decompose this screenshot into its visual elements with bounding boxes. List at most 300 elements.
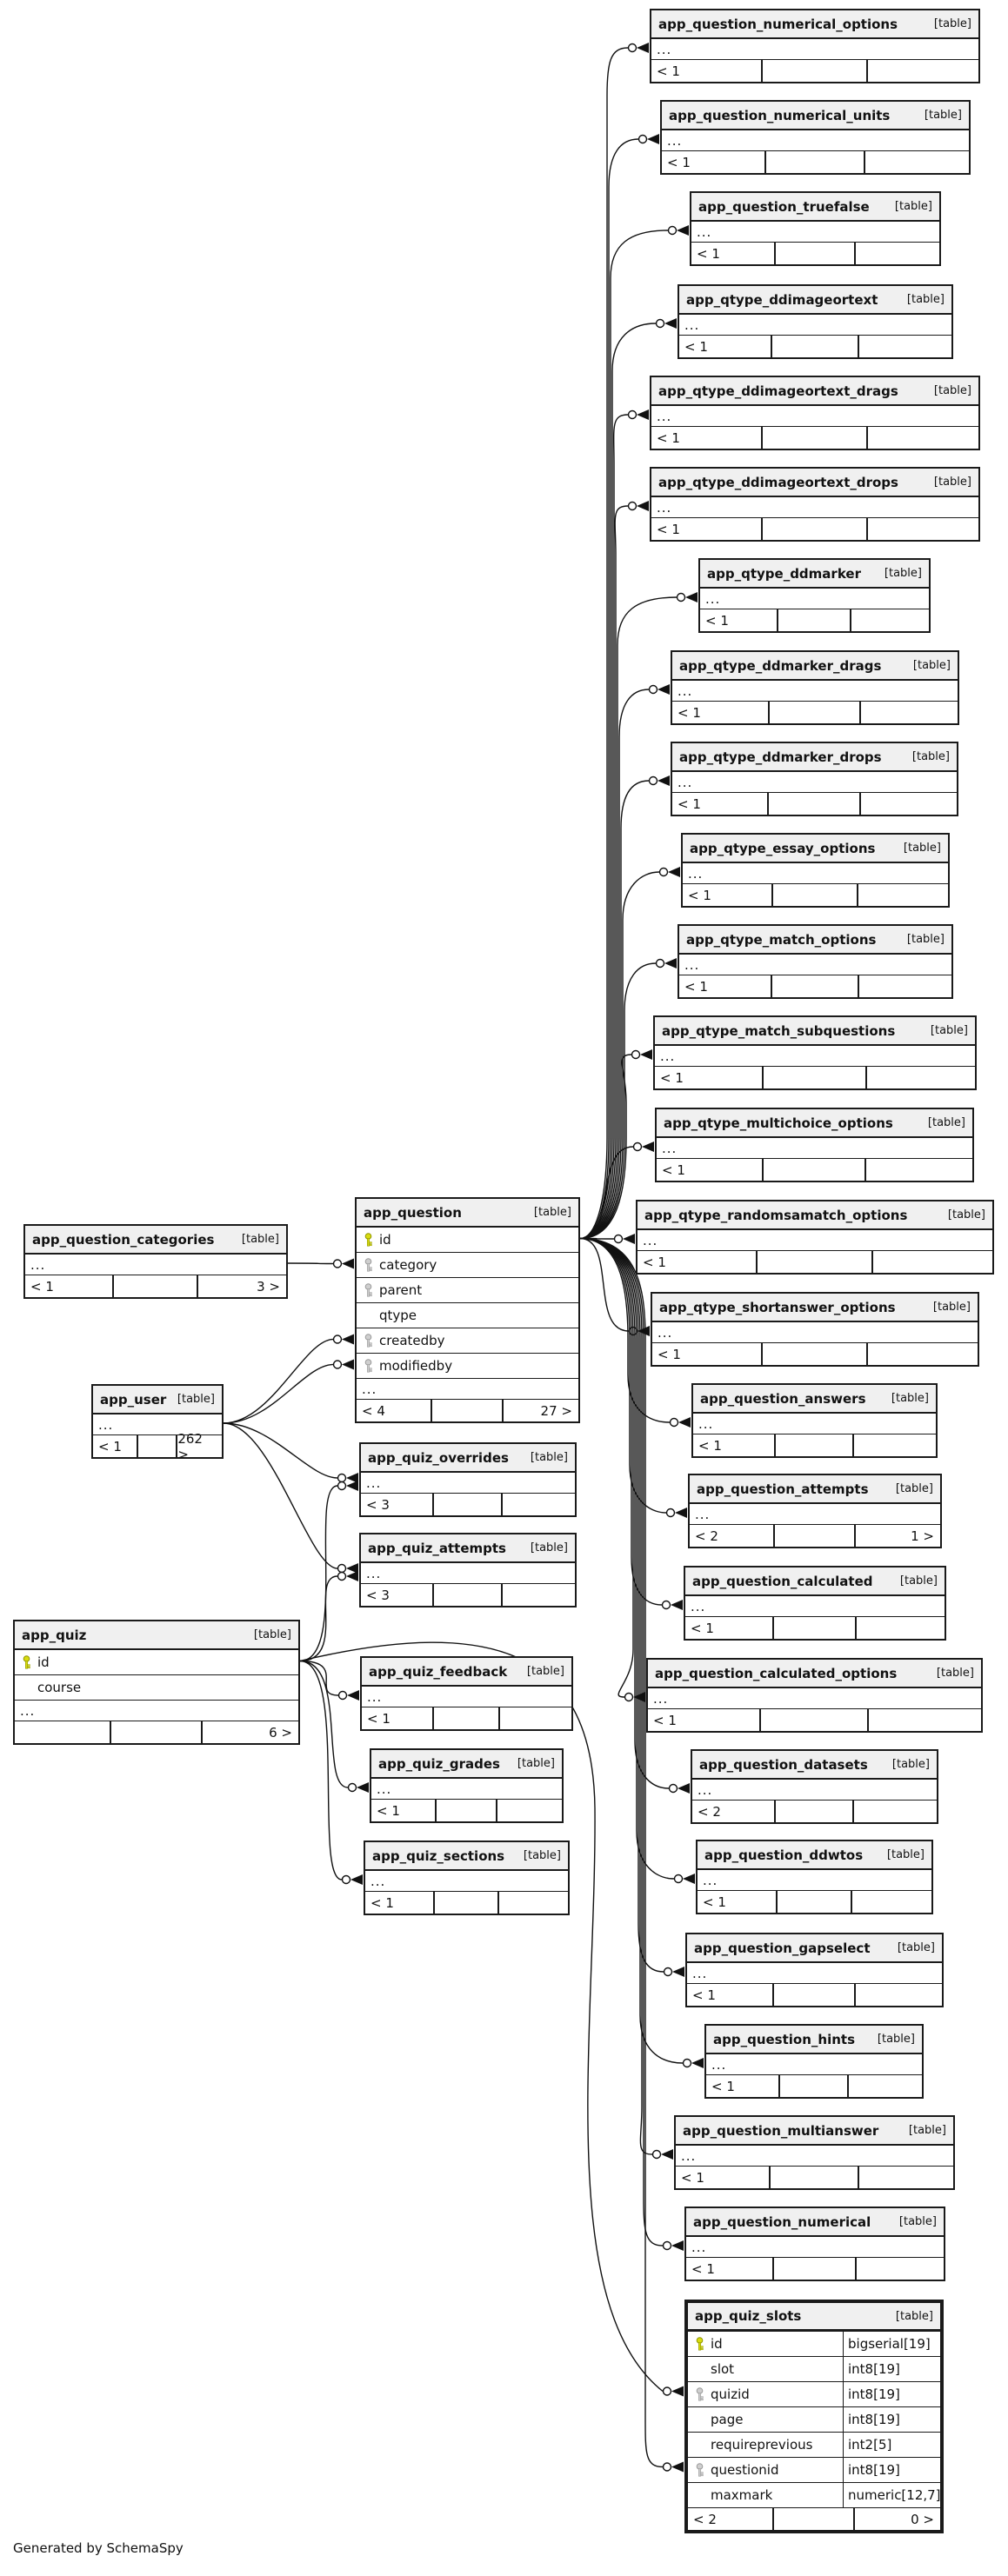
table-header [692, 1751, 937, 1780]
table-box-app_quiz_grades[interactable] [370, 1748, 564, 1823]
stats-outgoing [854, 243, 939, 264]
table-box-app_quiz_feedback[interactable] [360, 1656, 573, 1731]
stats-middle [772, 2258, 855, 2280]
table-name[interactable]: app_qtype_ddmarker_drops [679, 749, 882, 765]
table-tag: [table] [912, 659, 951, 672]
table-name[interactable]: app_qtype_ddimageortext_drops [658, 474, 898, 490]
stats-row [371, 1800, 562, 1821]
table-name[interactable]: app_qtype_ddmarker_drags [679, 657, 882, 674]
table-header [657, 1109, 972, 1138]
edge-endpoint-circle [663, 1601, 671, 1609]
table-box-app_question_attempts[interactable] [688, 1474, 942, 1548]
stats-row [685, 1617, 945, 1639]
stats-incoming: < 1 [681, 2169, 704, 2186]
table-header [638, 1201, 992, 1230]
table-tag: [table] [924, 109, 962, 122]
table-box-app_qtype_ddmarker_drops[interactable] [671, 742, 958, 816]
stats-middle [769, 2167, 858, 2188]
table-box-app_qtype_match_subquestions[interactable] [653, 1015, 977, 1090]
ellipsis-row: ... [657, 1138, 972, 1159]
column-name: slot [711, 2361, 735, 2377]
table-tag: [table] [927, 1116, 965, 1129]
relationship-edge [300, 1661, 338, 1696]
table-tag: [table] [936, 1667, 974, 1680]
stats-middle [774, 1801, 852, 1822]
edge-arrowhead-icon [342, 1360, 354, 1370]
ellipsis-row: ... [361, 1473, 575, 1494]
stats-outgoing: 6 > [201, 1721, 298, 1743]
column-row [357, 1303, 578, 1328]
column-row [688, 2382, 940, 2407]
stats-middle [771, 884, 857, 906]
stats-incoming: < 2 [698, 1803, 721, 1820]
stats-row [357, 1400, 578, 1421]
table-header [15, 1621, 298, 1650]
table-header [698, 1841, 931, 1870]
table-header [652, 1294, 978, 1322]
table-tag: [table] [894, 200, 932, 213]
table-header [361, 1444, 575, 1473]
edge-endpoint-circle [338, 1482, 346, 1490]
table-name[interactable]: app_qtype_ddmarker [707, 565, 861, 582]
stats-incoming: < 1 [684, 338, 708, 355]
edge-endpoint-circle [334, 1260, 342, 1268]
table-header [672, 652, 958, 681]
stats-outgoing [850, 609, 929, 631]
stats-middle [772, 1984, 854, 2006]
column-name: course [37, 1680, 82, 1695]
table-tag: [table] [930, 1024, 968, 1037]
stats-middle [435, 1800, 495, 1821]
edge-arrowhead-icon [347, 1690, 359, 1701]
table-box-app_quiz_attempts[interactable] [359, 1533, 577, 1608]
edge-arrowhead-icon [640, 1049, 652, 1060]
table-box-app_question_categories[interactable] [23, 1224, 288, 1299]
stats-row [25, 1275, 286, 1297]
table-name[interactable]: app_question_multianswer [683, 2122, 879, 2139]
stats-middle [776, 1891, 851, 1913]
table-tag: [table] [906, 293, 945, 306]
stats-incoming: < 1 [658, 1346, 681, 1362]
column-row [688, 2332, 940, 2357]
table-box-app_qtype_ddimageortext_drops[interactable] [650, 467, 980, 542]
table-name[interactable]: app_quiz_feedback [369, 1663, 508, 1680]
table-header [651, 377, 978, 406]
stats-middle [774, 243, 853, 264]
table-tag: [table] [253, 1628, 291, 1641]
edge-arrowhead-icon [671, 2386, 684, 2397]
stats-row [365, 1892, 568, 1914]
fk-key-icon [357, 1283, 379, 1297]
stats-incoming: < 1 [662, 1162, 685, 1178]
table-tag: [table] [933, 17, 971, 30]
edge-arrowhead-icon [691, 2058, 704, 2068]
table-tag: [table] [933, 476, 971, 489]
stats-outgoing [496, 1800, 562, 1821]
table-box-app_question_numerical_units[interactable] [660, 100, 971, 175]
stats-outgoing [851, 1891, 931, 1913]
stats-middle [768, 702, 860, 723]
pk-key-icon [688, 2337, 711, 2351]
stats-middle [761, 60, 867, 82]
table-name[interactable]: app_qtype_randomsamatch_options [644, 1207, 908, 1223]
stats-row [686, 2258, 944, 2280]
edge-endpoint-circle [338, 1573, 346, 1581]
ellipsis-row: ... [638, 1230, 992, 1251]
table-name[interactable]: app_question_categories [32, 1231, 215, 1248]
table-name[interactable]: app_user [100, 1391, 167, 1408]
edge-arrowhead-icon [664, 318, 677, 329]
column-type: int8[19] [843, 2357, 940, 2381]
table-tag: [table] [517, 1757, 555, 1770]
stats-outgoing [497, 1892, 568, 1914]
table-name[interactable]: app_qtype_match_subquestions [662, 1022, 896, 1039]
stats-outgoing: 262 > [176, 1435, 222, 1457]
table-tag: [table] [908, 2124, 946, 2137]
table-name[interactable]: app_quiz_attempts [368, 1540, 506, 1556]
stats-outgoing [852, 1434, 936, 1456]
table-header [655, 1017, 975, 1046]
stats-outgoing [855, 1617, 945, 1639]
stats-incoming: < 3 [366, 1496, 390, 1513]
table-name[interactable]: app_qtype_match_options [686, 931, 877, 948]
table-name[interactable]: app_question_attempts [697, 1481, 869, 1497]
stats-middle [137, 1435, 177, 1457]
column-type: bigserial[19] [843, 2332, 940, 2356]
stats-middle [761, 518, 867, 540]
table-name[interactable]: app_quiz_sections [372, 1847, 505, 1864]
table-name[interactable]: app_question_truefalse [698, 198, 870, 215]
table-box-app_qtype_match_options[interactable] [678, 924, 953, 999]
relationship-edge [580, 1239, 666, 1514]
stats-middle [762, 1067, 865, 1088]
stats-incoming: < 1 [30, 1278, 54, 1295]
edge-endpoint-circle [632, 1051, 640, 1059]
stats-middle [110, 1721, 201, 1743]
relationship-edge [580, 1239, 663, 2247]
generator-credit: Generated by SchemaSpy [13, 2540, 184, 2556]
relationship-edge [300, 1576, 337, 1661]
stats-middle [764, 151, 864, 173]
table-box-app_qtype_ddimageortext[interactable] [678, 284, 953, 359]
relationship-edge [288, 1263, 333, 1264]
table-box-app_user[interactable] [91, 1384, 224, 1462]
ellipsis-row: ... [685, 1596, 945, 1617]
ellipsis-row: ... [93, 1414, 222, 1435]
fk-key-icon [357, 1359, 379, 1373]
table-box-app_quiz_overrides[interactable] [359, 1442, 577, 1517]
table-name[interactable]: app_question_calculated [692, 1573, 873, 1589]
stats-middle [759, 1709, 867, 1731]
stats-incoming: < 1 [705, 612, 729, 629]
table-header [25, 1226, 286, 1255]
ellipsis-row: ... [361, 1563, 575, 1584]
table-name[interactable]: app_qtype_shortanswer_options [659, 1299, 896, 1315]
stats-incoming: < 1 [684, 978, 708, 995]
stats-incoming: < 1 [660, 1069, 684, 1086]
edge-endpoint-circle [634, 1143, 642, 1151]
edge-endpoint-circle [349, 1784, 357, 1792]
edge-arrowhead-icon [637, 501, 649, 511]
stats-incoming: < 1 [703, 1894, 726, 1910]
stats-middle [431, 1400, 501, 1421]
table-name[interactable]: app_qtype_ddimageortext_drags [658, 383, 898, 399]
stats-outgoing [867, 1709, 981, 1731]
stats-middle [756, 1251, 871, 1273]
table-box-app_question_numerical_options[interactable] [650, 9, 980, 83]
column-type: numeric[12,7] [843, 2483, 940, 2507]
edge-arrowhead-icon [357, 1782, 369, 1793]
table-box-app_question_multianswer[interactable] [674, 2115, 955, 2190]
stats-middle [777, 609, 850, 631]
stats-incoming: < 1 [692, 1987, 716, 2003]
edge-endpoint-circle [667, 1509, 675, 1517]
stats-outgoing [858, 975, 951, 997]
edge-arrowhead-icon [647, 134, 659, 144]
table-header [651, 10, 978, 39]
table-box-app_question_gapselect[interactable] [685, 1933, 944, 2007]
stats-outgoing [498, 1707, 571, 1729]
stats-row [679, 975, 951, 997]
table-box-app_qtype_ddmarker_drags[interactable] [671, 650, 959, 725]
stats-outgoing: 3 > [197, 1275, 286, 1297]
stats-incoming: < 1 [657, 521, 680, 537]
column-name: quizid [711, 2386, 750, 2402]
stats-incoming: < 1 [698, 1437, 722, 1454]
stats-row [15, 1721, 298, 1743]
stats-incoming: < 1 [678, 795, 701, 812]
column-row [357, 1328, 578, 1354]
table-box-app_qtype_randomsamatch_options[interactable] [636, 1200, 994, 1275]
stats-row [691, 243, 939, 264]
edge-endpoint-circle [684, 2060, 691, 2067]
table-box-app_qtype_shortanswer_options[interactable] [651, 1292, 979, 1367]
table-name[interactable]: app_question_answers [700, 1390, 866, 1407]
edge-endpoint-circle [657, 960, 664, 968]
table-tag: [table] [884, 567, 922, 580]
stats-incoming: < 1 [643, 1254, 666, 1270]
stats-outgoing [871, 1251, 992, 1273]
column-row [15, 1650, 298, 1675]
stats-incoming: < 1 [667, 154, 691, 170]
ellipsis-row: ... [15, 1701, 298, 1721]
stats-outgoing [866, 518, 978, 540]
table-name[interactable]: app_question_numerical_options [658, 16, 898, 32]
fk-key-icon [357, 1258, 379, 1272]
edge-endpoint-circle [657, 320, 664, 328]
table-box-app_qtype_ddmarker[interactable] [698, 558, 931, 633]
edge-endpoint-circle [664, 2387, 671, 2395]
column-name: id [37, 1654, 50, 1670]
table-name[interactable]: app_question_numerical [693, 2213, 871, 2230]
stats-outgoing [501, 1494, 575, 1515]
column-type: int8[19] [843, 2458, 940, 2482]
pk-key-icon [357, 1233, 379, 1247]
stats-row [672, 702, 958, 723]
table-tag: [table] [241, 1233, 279, 1246]
ellipsis-row: ... [687, 1963, 942, 1984]
table-box-app_qtype_multichoice_options[interactable] [655, 1108, 974, 1182]
stats-row [700, 609, 929, 631]
stats-middle [762, 1159, 864, 1181]
table-name[interactable]: app_question_numerical_units [669, 107, 891, 123]
stats-outgoing [855, 2258, 944, 2280]
table-tag: [table] [526, 1665, 564, 1678]
table-box-app_question_datasets[interactable] [691, 1749, 938, 1824]
stats-row [361, 1494, 575, 1515]
table-header [706, 2026, 922, 2054]
stats-row [362, 1707, 571, 1729]
table-name[interactable]: app_question_hints [713, 2031, 856, 2047]
edge-arrowhead-icon [668, 867, 680, 877]
table-tag: [table] [933, 384, 971, 397]
table-name[interactable]: app_question_datasets [699, 1756, 868, 1773]
edge-arrowhead-icon [658, 775, 670, 786]
relationship-edge [580, 1239, 663, 2467]
table-name[interactable]: app_quiz_grades [378, 1755, 500, 1772]
edge-endpoint-circle [625, 1694, 633, 1701]
table-header [690, 1475, 940, 1504]
table-header [685, 1568, 945, 1596]
edge-arrowhead-icon [661, 2149, 673, 2160]
table-header [362, 1658, 571, 1687]
table-box-app_quiz_sections[interactable] [364, 1840, 570, 1915]
table-name[interactable]: app_question_ddwtos [704, 1847, 864, 1863]
column-row [357, 1253, 578, 1278]
edge-arrowhead-icon [671, 2462, 684, 2473]
table-box-app_qtype_essay_options[interactable] [681, 833, 950, 908]
table-tag: [table] [523, 1849, 561, 1862]
stats-middle [767, 793, 858, 815]
column-name: id [379, 1232, 391, 1248]
stats-outgoing [866, 60, 978, 82]
table-header [691, 193, 939, 222]
table-header [365, 1842, 568, 1871]
table-name[interactable]: app_question_calculated_options [655, 1665, 898, 1681]
edge-endpoint-circle [664, 2463, 671, 2471]
table-tag: [table] [906, 933, 945, 946]
table-box-app_question[interactable] [355, 1197, 580, 1423]
ellipsis-row: ... [698, 1870, 931, 1891]
stats-incoming: < 1 [367, 1710, 391, 1727]
ellipsis-row: ... [686, 2237, 944, 2258]
edge-arrowhead-icon [664, 958, 677, 968]
ellipsis-row: ... [692, 1780, 937, 1801]
table-tag: [table] [877, 2033, 915, 2046]
relationship-edge [580, 1239, 652, 2155]
table-tag: [table] [895, 1482, 933, 1495]
edge-arrowhead-icon [683, 1874, 695, 1884]
ellipsis-row: ... [679, 955, 951, 975]
stats-incoming: < 2 [695, 1528, 718, 1544]
stats-row [672, 793, 957, 815]
table-header [371, 1750, 562, 1779]
stats-incoming: < 1 [657, 63, 680, 79]
table-box-app_quiz_slots[interactable] [684, 2300, 944, 2533]
table-box-app_qtype_ddimageortext_drags[interactable] [650, 376, 980, 450]
table-box-app_question_hints[interactable] [704, 2024, 924, 2099]
ellipsis-row: ... [362, 1687, 571, 1707]
table-box-app_question_calculated_options[interactable] [646, 1658, 983, 1733]
table-name[interactable]: app_qtype_ddimageortext [686, 291, 878, 308]
edge-endpoint-circle [653, 2151, 661, 2159]
stats-middle [771, 336, 858, 357]
column-row [688, 2483, 940, 2508]
table-box-app_question_calculated[interactable] [684, 1566, 946, 1641]
stats-outgoing [852, 1801, 937, 1822]
table-header [361, 1534, 575, 1563]
table-header [683, 835, 948, 863]
column-name: category [379, 1257, 437, 1273]
stats-outgoing [864, 151, 969, 173]
stats-row [651, 427, 978, 449]
table-tag: [table] [177, 1393, 215, 1406]
ellipsis-row: ... [648, 1688, 981, 1709]
ellipsis-row: ... [651, 39, 978, 60]
table-box-app_question_answers[interactable] [691, 1383, 938, 1458]
edge-arrowhead-icon [677, 225, 689, 236]
relationship-edge [300, 1661, 348, 1788]
fk-key-icon [688, 2387, 711, 2401]
stats-middle [112, 1275, 196, 1297]
relationship-edge [224, 1365, 333, 1424]
column-name: parent [379, 1282, 423, 1298]
stats-outgoing [859, 793, 957, 815]
stats-row [638, 1251, 992, 1273]
ellipsis-row: ... [651, 497, 978, 518]
table-box-app_quiz[interactable] [13, 1620, 300, 1745]
stats-row [676, 2167, 953, 2188]
table-box-app_question_truefalse[interactable] [690, 191, 941, 266]
table-name[interactable]: app_qtype_essay_options [690, 840, 876, 856]
table-tag: [table] [895, 2309, 933, 2323]
stats-outgoing [847, 2075, 922, 2097]
edge-endpoint-circle [670, 1785, 678, 1793]
edge-endpoint-circle [334, 1361, 342, 1368]
table-box-app_question_ddwtos[interactable] [696, 1840, 933, 1914]
table-name[interactable]: app_question [364, 1204, 462, 1221]
stats-outgoing [866, 427, 978, 449]
column-row [357, 1278, 578, 1303]
ellipsis-row: ... [365, 1871, 568, 1892]
table-name[interactable]: app_question_gapselect [694, 1940, 871, 1956]
stats-middle [772, 2508, 853, 2530]
edge-endpoint-circle [669, 227, 677, 235]
table-name[interactable]: app_quiz_slots [695, 2308, 802, 2324]
table-name[interactable]: app_quiz_overrides [368, 1449, 509, 1466]
column-row [688, 2458, 940, 2483]
table-name[interactable]: app_qtype_multichoice_options [664, 1115, 893, 1131]
column-name: createdby [379, 1333, 445, 1348]
fk-key-icon [688, 2463, 711, 2477]
stats-row [698, 1891, 931, 1913]
stats-middle [433, 1892, 497, 1914]
stats-row [706, 2075, 922, 2097]
stats-incoming: < 1 [691, 2260, 715, 2277]
stats-row [662, 151, 969, 173]
relationship-edge [580, 139, 638, 1239]
stats-middle [432, 1494, 500, 1515]
ellipsis-row: ... [706, 2054, 922, 2075]
table-name[interactable]: app_quiz [22, 1627, 87, 1643]
edge-arrowhead-icon [642, 1142, 654, 1152]
table-header [93, 1386, 222, 1414]
column-name: qtype [379, 1308, 417, 1323]
table-box-app_question_numerical[interactable] [684, 2207, 945, 2281]
table-header [679, 286, 951, 315]
edge-endpoint-circle [334, 1335, 342, 1343]
edge-arrowhead-icon [346, 1481, 358, 1491]
